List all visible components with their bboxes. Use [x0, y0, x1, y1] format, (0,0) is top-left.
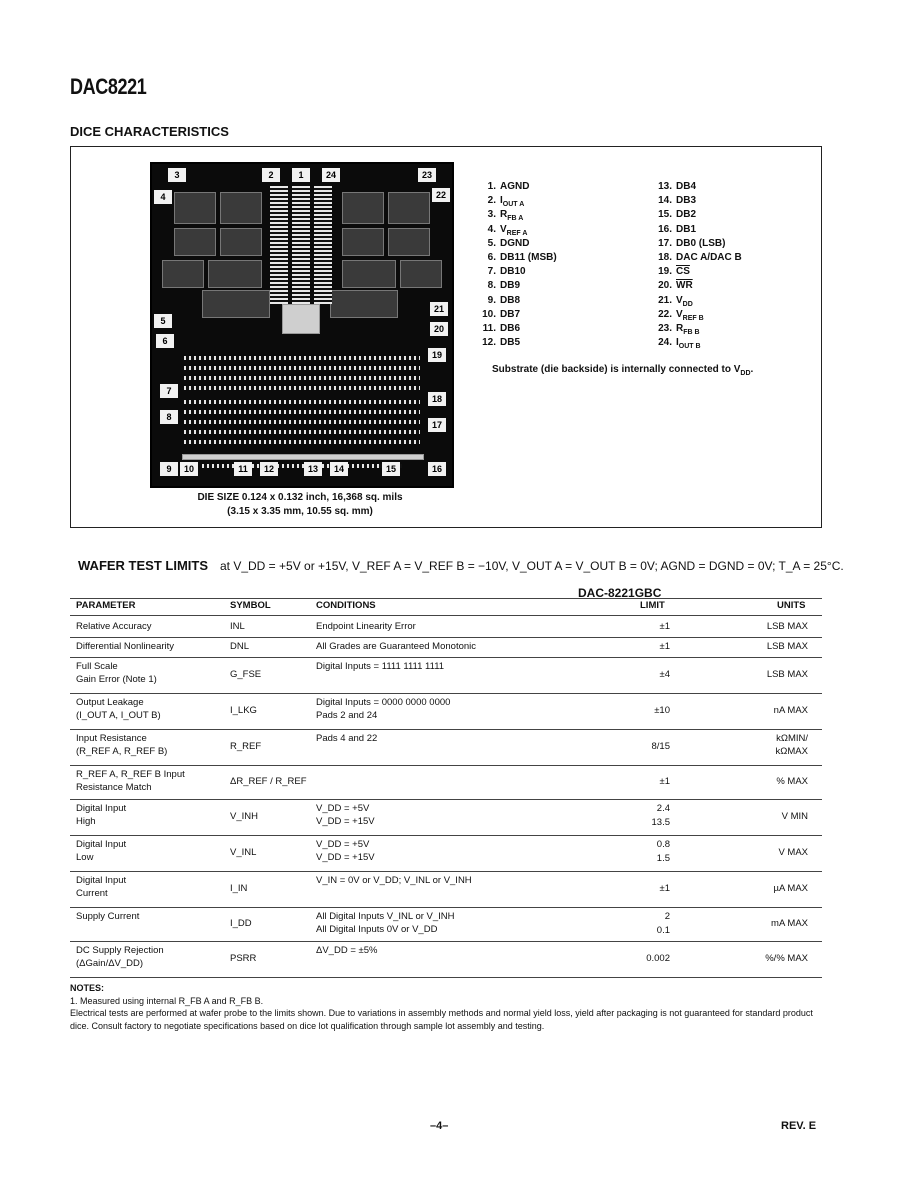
- cell-parameter: Relative Accuracy: [76, 621, 152, 632]
- pin-number: 15.: [658, 209, 672, 221]
- table-row-rule: [70, 657, 822, 658]
- cell-symbol: G_FSE: [230, 669, 262, 680]
- cell-parameter: Input Resistance: [76, 733, 147, 744]
- cell-limit: 0.002: [646, 953, 670, 964]
- pin-number: 3.: [487, 209, 496, 221]
- cell-conditions: V_DD = +15V: [316, 851, 375, 863]
- pin-name-subscript: FB B: [683, 328, 700, 336]
- cell-limit: ±1: [659, 641, 670, 652]
- pin-name-subscript: REF B: [682, 314, 704, 322]
- cell-parameter: Gain Error (Note 1): [76, 673, 157, 685]
- notes-heading: NOTES:: [70, 983, 105, 993]
- pin-row: [474, 336, 557, 350]
- cell-units: kΩMAX: [775, 745, 808, 757]
- pin-row: [474, 265, 557, 279]
- pin-name: DB10: [500, 266, 526, 278]
- pin-number: 16.: [658, 223, 672, 235]
- table-row-rule: [70, 637, 822, 638]
- pin-name: DB7: [500, 308, 521, 320]
- die-pad-7: 7: [160, 384, 178, 398]
- die-pad-17: 17: [428, 418, 446, 432]
- cell-limit: 8/15: [651, 741, 670, 752]
- pin-number: 14.: [658, 195, 672, 207]
- cell-parameter: Low: [76, 851, 94, 863]
- die-pad-15: 15: [382, 462, 400, 476]
- col-header-units: UNITS: [777, 600, 806, 611]
- cell-parameter: Differential Nonlinearity: [76, 641, 175, 652]
- col-header-limit: LIMIT: [640, 600, 665, 611]
- pin-number: 19.: [658, 266, 672, 278]
- pin-row: [474, 223, 557, 237]
- pin-name: I: [500, 195, 503, 207]
- cell-parameter: Resistance Match: [76, 781, 152, 793]
- die-pad-3: 3: [168, 168, 186, 182]
- pin-name-subscript: DD: [682, 300, 693, 308]
- cell-units: LSB MAX: [766, 669, 808, 680]
- cell-parameter: Supply Current: [76, 911, 140, 922]
- substrate-sub: DD: [740, 370, 751, 377]
- cell-conditions: All Digital Inputs V_INL or V_INH: [316, 911, 455, 922]
- cell-parameter: High: [76, 815, 96, 827]
- cell-parameter: (R_REF A, R_REF B): [76, 745, 168, 757]
- pin-name: DAC A/DAC B: [676, 251, 742, 263]
- cell-conditions: All Digital Inputs 0V or V_DD: [316, 923, 438, 935]
- pin-name: V: [676, 294, 683, 306]
- pin-number: 9.: [487, 294, 496, 306]
- pin-row: [474, 237, 557, 251]
- pin-name: AGND: [500, 181, 530, 192]
- die-pad-22: 22: [432, 188, 450, 202]
- pin-number: 8.: [487, 280, 496, 292]
- pin-name: V: [500, 223, 507, 235]
- pin-number: 18.: [658, 251, 672, 263]
- table-row-rule: [70, 729, 822, 730]
- wafer-limits-table: [70, 584, 822, 980]
- header-rule-bottom: [70, 615, 822, 616]
- cell-symbol: I_LKG: [230, 705, 257, 716]
- die-size-line-2: (3.15 x 3.35 mm, 10.55 sq. mm): [227, 506, 373, 517]
- pin-row: [650, 180, 742, 194]
- cell-limit: ±4: [659, 669, 670, 680]
- pin-number: 23.: [658, 322, 672, 334]
- pin-row: [474, 294, 557, 308]
- pin-row: [474, 194, 557, 208]
- table-row-rule: [70, 977, 822, 978]
- die-pad-5: 5: [154, 314, 172, 328]
- pin-name-subscript: OUT A: [502, 201, 525, 209]
- cell-conditions: All Grades are Guaranteed Monotonic: [316, 641, 477, 652]
- pin-row: [650, 208, 742, 222]
- pin-name: DB6: [500, 322, 521, 334]
- pin-number: 11.: [482, 322, 496, 334]
- cell-limit: 0.8: [656, 839, 670, 850]
- cell-conditions: V_DD = +5V: [316, 839, 370, 850]
- pin-number: 24.: [658, 337, 672, 349]
- pin-number: 4.: [487, 223, 496, 235]
- die-size-line-1: DIE SIZE 0.124 x 0.132 inch, 16,368 sq. mils: [197, 492, 403, 503]
- pin-row: [650, 322, 742, 336]
- wafer-test-conditions: at V_DD = +5V or +15V, V_REF A = V_REF B = −10V, V_OUT A = V_OUT B = 0V; AGND = DGND = 0V; T_A = 25°C.: [220, 559, 844, 573]
- substrate-text: Substrate (die backside) is internally connected to V: [492, 364, 741, 375]
- pin-number: 13.: [658, 181, 672, 192]
- cell-parameter: (ΔGain/ΔV_DD): [76, 957, 144, 969]
- cell-symbol: R_REF: [230, 741, 262, 752]
- pin-number: 21.: [658, 294, 672, 306]
- die-pad-23: 23: [418, 168, 436, 182]
- cell-conditions: V_DD = +5V: [316, 803, 370, 814]
- pin-name: DB9: [500, 280, 521, 292]
- pin-name: DB0 (LSB): [676, 237, 726, 249]
- cell-symbol: V_INH: [230, 811, 258, 822]
- table-row-rule: [70, 871, 822, 872]
- pin-name: DB1: [676, 223, 697, 235]
- cell-conditions: Pads 2 and 24: [316, 709, 378, 721]
- cell-units: nA MAX: [773, 705, 808, 716]
- substrate-end: .: [750, 364, 754, 375]
- substrate-note: [492, 364, 753, 377]
- cell-symbol: I_IN: [230, 883, 248, 894]
- pin-row: [474, 308, 557, 322]
- pin-row: [650, 194, 742, 208]
- pin-row: [474, 208, 557, 222]
- table-row-rule: [70, 835, 822, 836]
- table-row-rule: [70, 941, 822, 942]
- pin-name: I: [676, 337, 679, 349]
- cell-units: % MAX: [776, 776, 808, 787]
- cell-limit: ±1: [659, 621, 670, 632]
- cell-symbol: ΔR_REF / R_REF: [230, 776, 307, 787]
- cell-conditions: Digital Inputs = 0000 0000 0000: [316, 697, 451, 708]
- table-row-rule: [70, 693, 822, 694]
- die-pad-11: 11: [234, 462, 252, 476]
- cell-symbol: V_INL: [230, 847, 257, 858]
- pin-number: 17.: [658, 237, 672, 249]
- pin-row: [650, 265, 742, 279]
- cell-units: kΩMIN/: [776, 733, 808, 744]
- pin-number: 5.: [487, 237, 496, 249]
- cell-symbol: I_DD: [230, 918, 252, 929]
- die-pad-8: 8: [160, 410, 178, 424]
- pin-name: R: [676, 322, 684, 334]
- header-rule-top: [70, 598, 822, 599]
- cell-limit: 2: [664, 911, 670, 922]
- cell-limit: 2.4: [656, 803, 670, 814]
- die-pad-24: 24: [322, 168, 340, 182]
- pin-number: 6.: [487, 251, 496, 263]
- cell-conditions: V_DD = +15V: [316, 815, 375, 827]
- die-pad-16: 16: [428, 462, 446, 476]
- die-pad-1: 1: [292, 168, 310, 182]
- pin-number: 20.: [658, 280, 672, 292]
- cell-limit: 13.5: [651, 817, 670, 828]
- pin-row: [650, 223, 742, 237]
- die-pad-13: 13: [304, 462, 322, 476]
- col-header-symbol: SYMBOL: [230, 600, 271, 611]
- cell-units: µA MAX: [773, 883, 808, 894]
- pin-name: DB8: [500, 294, 521, 306]
- pin-row: [650, 336, 742, 350]
- pin-row: [474, 322, 557, 336]
- section-title-dice: DICE CHARACTERISTICS: [70, 124, 229, 139]
- cell-conditions: Endpoint Linearity Error: [316, 621, 416, 632]
- cell-limit: ±10: [654, 705, 670, 716]
- cell-parameter: (I_OUT A, I_OUT B): [76, 709, 161, 721]
- die-pad-18: 18: [428, 392, 446, 406]
- cell-parameter: R_REF A, R_REF B Input: [76, 769, 185, 780]
- die-pad-2: 2: [262, 168, 280, 182]
- part-number: DAC8221: [70, 74, 147, 99]
- pin-name: DB5: [500, 337, 521, 349]
- die-photo: [150, 162, 454, 488]
- pin-row: [474, 279, 557, 293]
- cell-units: LSB MAX: [766, 621, 808, 632]
- cell-parameter: Digital Input: [76, 875, 127, 886]
- cell-parameter: Digital Input: [76, 839, 127, 850]
- pin-row: [650, 279, 742, 293]
- cell-conditions: ΔV_DD = ±5%: [316, 945, 378, 956]
- cell-limit: 1.5: [656, 853, 670, 864]
- cell-conditions: Digital Inputs = 1111 1111 1111: [316, 661, 445, 672]
- pin-name-subscript: REF A: [506, 229, 528, 237]
- table-row-rule: [70, 765, 822, 766]
- cell-limit: ±1: [659, 776, 670, 787]
- table-row-rule: [70, 799, 822, 800]
- cell-units: LSB MAX: [766, 641, 808, 652]
- pin-number: 1.: [487, 181, 496, 192]
- pin-number: 2.: [487, 195, 496, 207]
- pin-name: DB4: [676, 181, 697, 192]
- pin-row: [474, 180, 557, 194]
- note-1: 1. Measured using internal R_FB A and R_FB B.: [70, 995, 264, 1006]
- pin-name: DB2: [676, 209, 697, 221]
- device-header: DAC-8221GBC: [578, 586, 662, 600]
- cell-units: mA MAX: [771, 918, 808, 929]
- page-number: –4–: [430, 1120, 449, 1132]
- pin-name: DB3: [676, 195, 697, 207]
- pin-row: [650, 308, 742, 322]
- die-pad-12: 12: [260, 462, 278, 476]
- die-pad-6: 6: [156, 334, 174, 348]
- pin-name: DGND: [500, 237, 530, 249]
- die-pad-14: 14: [330, 462, 348, 476]
- cell-parameter: Output Leakage: [76, 697, 144, 708]
- pin-number: 10.: [482, 308, 496, 320]
- pin-name: $\overline{WR}$: [676, 280, 693, 292]
- cell-limit: 0.1: [656, 925, 670, 936]
- die-pad-19: 19: [428, 348, 446, 362]
- pin-list-left: [474, 180, 557, 350]
- pin-list-right: [650, 180, 742, 350]
- col-header-parameter: PARAMETER: [76, 600, 136, 611]
- notes-block: [70, 982, 822, 1032]
- pin-name: V: [676, 308, 683, 320]
- wafer-test-title: WAFER TEST LIMITS: [78, 558, 208, 573]
- pin-name-subscript: OUT B: [678, 343, 701, 351]
- notes-body: Electrical tests are performed at wafer probe to the limits shown. Due to variations in assembly methods and normal yield loss, yield after packaging is not guaranteed for standard product dice. Consult factory to negotiate specifications based on dice lot qualification through sample lot assembly and testing.: [70, 1008, 813, 1031]
- pin-row: [650, 237, 742, 251]
- cell-conditions: V_IN = 0V or V_DD; V_INL or V_INH: [316, 875, 472, 886]
- die-size-caption: [150, 491, 450, 519]
- pin-number: 22.: [658, 308, 672, 320]
- cell-parameter: Full Scale: [76, 661, 118, 672]
- table-row-rule: [70, 907, 822, 908]
- pin-number: 7.: [487, 266, 496, 278]
- revision-label: REV. E: [781, 1120, 817, 1132]
- cell-units: V MIN: [781, 811, 808, 822]
- cell-symbol: INL: [230, 621, 245, 632]
- die-pad-10: 10: [180, 462, 198, 476]
- cell-symbol: PSRR: [230, 953, 257, 964]
- col-header-conditions: CONDITIONS: [316, 600, 376, 611]
- pin-name: $\overline{CS}$: [676, 266, 690, 278]
- cell-parameter: Current: [76, 887, 108, 899]
- pin-name-subscript: FB A: [507, 215, 524, 223]
- pin-name: R: [500, 209, 508, 221]
- cell-units: %/% MAX: [765, 953, 808, 964]
- cell-conditions: Pads 4 and 22: [316, 733, 378, 744]
- die-pad-9: 9: [160, 462, 178, 476]
- pin-number: 12.: [482, 337, 496, 349]
- pin-row: [650, 294, 742, 308]
- cell-limit: ±1: [659, 883, 670, 894]
- die-pad-21: 21: [430, 302, 448, 316]
- cell-symbol: DNL: [230, 641, 250, 652]
- pin-row: [650, 251, 742, 265]
- pin-name: DB11 (MSB): [500, 251, 557, 263]
- cell-parameter: Digital Input: [76, 803, 127, 814]
- die-pad-4: 4: [154, 190, 172, 204]
- cell-units: V MAX: [778, 847, 808, 858]
- cell-parameter: DC Supply Rejection: [76, 945, 164, 956]
- pin-row: [474, 251, 557, 265]
- die-pad-20: 20: [430, 322, 448, 336]
